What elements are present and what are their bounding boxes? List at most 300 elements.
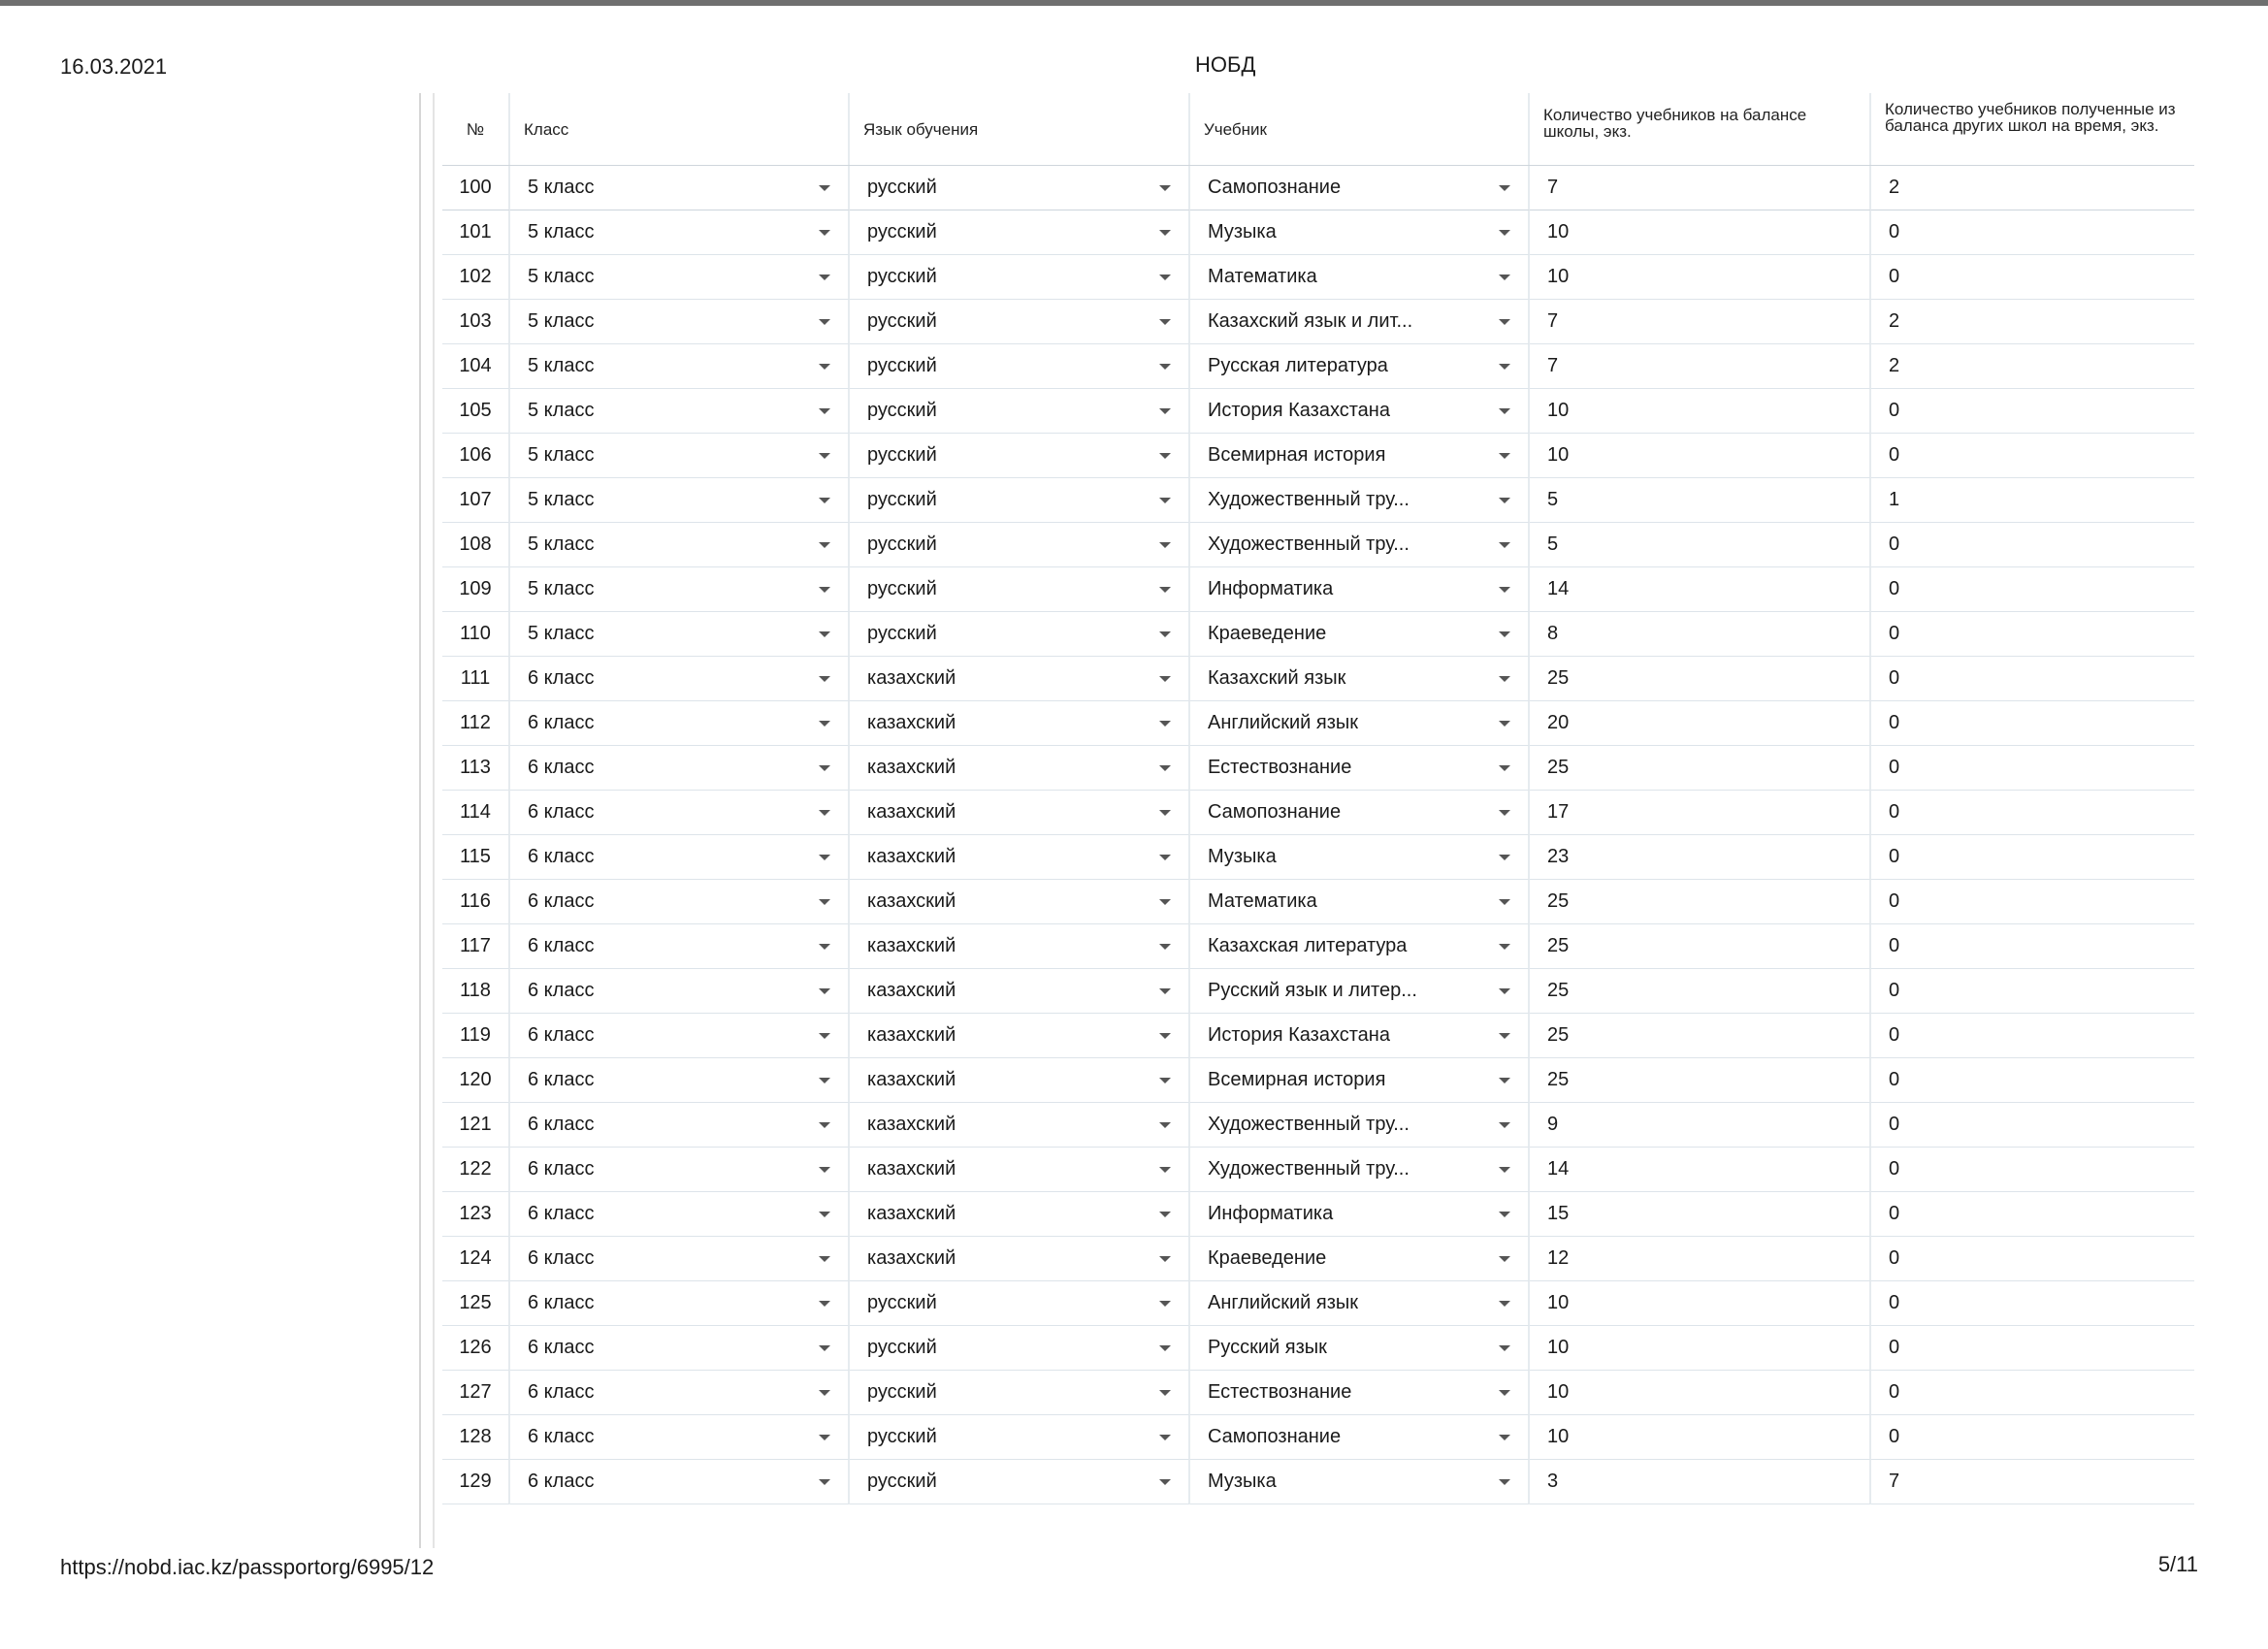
textbook-select[interactable] bbox=[1190, 969, 1530, 1014]
other-schools-count-field[interactable] bbox=[1871, 791, 2194, 835]
class-select[interactable] bbox=[510, 1460, 850, 1504]
textbook-select[interactable] bbox=[1190, 880, 1530, 924]
textbook-select-text: Математика bbox=[1208, 266, 1317, 287]
chevron-down-icon[interactable] bbox=[819, 185, 830, 191]
chevron-down-icon[interactable] bbox=[819, 1033, 830, 1039]
balance-count-field[interactable] bbox=[1530, 612, 1871, 657]
textbook-select[interactable] bbox=[1190, 567, 1530, 612]
class-select[interactable] bbox=[510, 389, 850, 434]
balance-count-field[interactable] bbox=[1530, 210, 1871, 255]
textbook-select-text: Математика bbox=[1208, 890, 1317, 912]
language-select[interactable] bbox=[850, 1371, 1190, 1415]
language-select[interactable] bbox=[850, 523, 1190, 567]
chevron-down-icon[interactable] bbox=[819, 855, 830, 860]
textbook-select[interactable] bbox=[1190, 612, 1530, 657]
table-row bbox=[442, 166, 2194, 210]
table-row bbox=[442, 746, 2194, 791]
chevron-down-icon[interactable] bbox=[1499, 1167, 1510, 1173]
chevron-down-icon[interactable] bbox=[819, 1078, 830, 1083]
textbook-select[interactable] bbox=[1190, 1237, 1530, 1281]
language-select[interactable] bbox=[850, 389, 1190, 434]
other-schools-count-field[interactable] bbox=[1871, 657, 2194, 701]
balance-count-field[interactable] bbox=[1530, 523, 1871, 567]
balance-count-field[interactable] bbox=[1530, 1281, 1871, 1326]
balance-count-field[interactable] bbox=[1530, 434, 1871, 478]
chevron-down-icon[interactable] bbox=[1159, 1301, 1171, 1307]
language-select-text: русский bbox=[867, 221, 937, 242]
chevron-down-icon[interactable] bbox=[1159, 1479, 1171, 1485]
balance-count-field[interactable] bbox=[1530, 1192, 1871, 1237]
chevron-down-icon[interactable] bbox=[1499, 988, 1510, 994]
class-select[interactable] bbox=[510, 434, 850, 478]
balance-count-field[interactable] bbox=[1530, 1415, 1871, 1460]
chevron-down-icon[interactable] bbox=[1159, 899, 1171, 905]
textbook-select[interactable] bbox=[1190, 1460, 1530, 1504]
other-schools-count-field[interactable] bbox=[1871, 1460, 2194, 1504]
chevron-down-icon[interactable] bbox=[819, 453, 830, 459]
language-select[interactable] bbox=[850, 434, 1190, 478]
balance-count-field[interactable] bbox=[1530, 389, 1871, 434]
balance-count-field[interactable] bbox=[1530, 1103, 1871, 1148]
chevron-down-icon[interactable] bbox=[819, 944, 830, 950]
language-select[interactable] bbox=[850, 1058, 1190, 1103]
chevron-down-icon[interactable] bbox=[1159, 453, 1171, 459]
class-select-text: 6 класс bbox=[528, 712, 595, 733]
chevron-down-icon[interactable] bbox=[1499, 810, 1510, 816]
balance-count-field-text: 25 bbox=[1547, 1024, 1570, 1046]
chevron-down-icon[interactable] bbox=[1499, 230, 1510, 236]
balance-count-field[interactable] bbox=[1530, 1326, 1871, 1371]
table-row bbox=[442, 1014, 2194, 1058]
textbook-select[interactable] bbox=[1190, 1014, 1530, 1058]
textbook-select[interactable] bbox=[1190, 300, 1530, 344]
chevron-down-icon[interactable] bbox=[1499, 1479, 1510, 1485]
other-schools-count-field[interactable] bbox=[1871, 300, 2194, 344]
class-select[interactable] bbox=[510, 255, 850, 300]
chevron-down-icon[interactable] bbox=[819, 1345, 830, 1351]
language-select[interactable] bbox=[850, 612, 1190, 657]
balance-count-field[interactable] bbox=[1530, 657, 1871, 701]
chevron-down-icon[interactable] bbox=[1159, 721, 1171, 727]
textbook-select-text: Художественный тру... bbox=[1208, 534, 1409, 555]
row-number bbox=[442, 1058, 510, 1103]
chevron-down-icon[interactable] bbox=[1159, 1345, 1171, 1351]
balance-count-field-text: 25 bbox=[1547, 1069, 1570, 1090]
textbook-select[interactable] bbox=[1190, 1371, 1530, 1415]
chevron-down-icon[interactable] bbox=[819, 1301, 830, 1307]
chevron-down-icon[interactable] bbox=[819, 1435, 830, 1440]
language-select[interactable] bbox=[850, 701, 1190, 746]
class-select[interactable] bbox=[510, 969, 850, 1014]
chevron-down-icon[interactable] bbox=[819, 542, 830, 548]
other-schools-count-field[interactable] bbox=[1871, 880, 2194, 924]
other-schools-count-field[interactable] bbox=[1871, 1014, 2194, 1058]
row-number bbox=[442, 567, 510, 612]
language-select[interactable] bbox=[850, 1460, 1190, 1504]
chevron-down-icon[interactable] bbox=[1499, 1390, 1510, 1396]
chevron-down-icon[interactable] bbox=[1159, 498, 1171, 503]
balance-count-field-text: 7 bbox=[1547, 177, 1559, 198]
class-select[interactable] bbox=[510, 657, 850, 701]
chevron-down-icon[interactable] bbox=[1499, 631, 1510, 637]
other-schools-count-field[interactable] bbox=[1871, 1281, 2194, 1326]
textbook-select-text: Русская литература bbox=[1208, 355, 1388, 376]
textbook-select[interactable] bbox=[1190, 523, 1530, 567]
balance-count-field-text: 8 bbox=[1547, 623, 1559, 644]
chevron-down-icon[interactable] bbox=[819, 587, 830, 593]
other-schools-count-field[interactable] bbox=[1871, 567, 2194, 612]
chevron-down-icon[interactable] bbox=[1159, 364, 1171, 370]
other-schools-count-field[interactable] bbox=[1871, 1371, 2194, 1415]
other-schools-count-field-text: 0 bbox=[1889, 846, 1900, 867]
chevron-down-icon[interactable] bbox=[1159, 676, 1171, 682]
chevron-down-icon[interactable] bbox=[1499, 1078, 1510, 1083]
balance-count-field[interactable] bbox=[1530, 969, 1871, 1014]
chevron-down-icon[interactable] bbox=[1159, 631, 1171, 637]
class-select[interactable] bbox=[510, 1192, 850, 1237]
page-title: НОБД bbox=[1195, 52, 1256, 77]
language-select-text: русский bbox=[867, 489, 937, 510]
balance-count-field-text: 10 bbox=[1547, 1292, 1570, 1313]
textbook-select[interactable] bbox=[1190, 1281, 1530, 1326]
balance-count-field[interactable] bbox=[1530, 1058, 1871, 1103]
class-select[interactable] bbox=[510, 1371, 850, 1415]
language-select[interactable] bbox=[850, 210, 1190, 255]
balance-count-field[interactable] bbox=[1530, 1371, 1871, 1415]
chevron-down-icon[interactable] bbox=[1499, 587, 1510, 593]
row-number-text: 111 bbox=[460, 667, 491, 689]
language-select[interactable] bbox=[850, 1237, 1190, 1281]
chevron-down-icon[interactable] bbox=[1499, 319, 1510, 325]
language-select[interactable] bbox=[850, 478, 1190, 523]
textbook-select[interactable] bbox=[1190, 924, 1530, 969]
class-select[interactable] bbox=[510, 478, 850, 523]
class-select[interactable] bbox=[510, 1148, 850, 1192]
row-number-text: 115 bbox=[460, 846, 491, 867]
chevron-down-icon[interactable] bbox=[1159, 1390, 1171, 1396]
language-select[interactable] bbox=[850, 1148, 1190, 1192]
chevron-down-icon[interactable] bbox=[1499, 498, 1510, 503]
chevron-down-icon[interactable] bbox=[1159, 1078, 1171, 1083]
textbook-select-text: Музыка bbox=[1208, 846, 1277, 867]
textbook-select[interactable] bbox=[1190, 746, 1530, 791]
class-select[interactable] bbox=[510, 344, 850, 389]
class-select[interactable] bbox=[510, 300, 850, 344]
chevron-down-icon[interactable] bbox=[1159, 1435, 1171, 1440]
balance-count-field[interactable] bbox=[1530, 344, 1871, 389]
language-select[interactable] bbox=[850, 567, 1190, 612]
chevron-down-icon[interactable] bbox=[819, 408, 830, 414]
chevron-down-icon[interactable] bbox=[1159, 988, 1171, 994]
class-select[interactable] bbox=[510, 1103, 850, 1148]
class-select[interactable] bbox=[510, 1326, 850, 1371]
class-select[interactable] bbox=[510, 924, 850, 969]
textbook-select[interactable] bbox=[1190, 701, 1530, 746]
chevron-down-icon[interactable] bbox=[1499, 1345, 1510, 1351]
balance-count-field[interactable] bbox=[1530, 255, 1871, 300]
other-schools-count-field[interactable] bbox=[1871, 1192, 2194, 1237]
other-schools-count-field[interactable] bbox=[1871, 434, 2194, 478]
chevron-down-icon[interactable] bbox=[819, 1167, 830, 1173]
class-select[interactable] bbox=[510, 567, 850, 612]
balance-count-field[interactable] bbox=[1530, 478, 1871, 523]
balance-count-field-text: 9 bbox=[1547, 1114, 1559, 1135]
other-schools-count-field[interactable] bbox=[1871, 746, 2194, 791]
language-select[interactable] bbox=[850, 1192, 1190, 1237]
chevron-down-icon[interactable] bbox=[1499, 1435, 1510, 1440]
chevron-down-icon[interactable] bbox=[1159, 855, 1171, 860]
row-number-text: 128 bbox=[459, 1426, 492, 1447]
textbook-select-text: Самопознание bbox=[1208, 801, 1342, 823]
class-select[interactable] bbox=[510, 701, 850, 746]
chevron-down-icon[interactable] bbox=[819, 275, 830, 280]
balance-count-field[interactable] bbox=[1530, 1460, 1871, 1504]
chevron-down-icon[interactable] bbox=[1159, 1167, 1171, 1173]
class-select[interactable] bbox=[510, 166, 850, 210]
textbook-select[interactable] bbox=[1190, 1148, 1530, 1192]
chevron-down-icon[interactable] bbox=[1159, 1033, 1171, 1039]
class-select[interactable] bbox=[510, 880, 850, 924]
textbook-select[interactable] bbox=[1190, 434, 1530, 478]
textbook-select[interactable] bbox=[1190, 1326, 1530, 1371]
balance-count-field[interactable] bbox=[1530, 1014, 1871, 1058]
other-schools-count-field[interactable] bbox=[1871, 210, 2194, 255]
textbook-select[interactable] bbox=[1190, 344, 1530, 389]
chevron-down-icon[interactable] bbox=[1159, 408, 1171, 414]
other-schools-count-field-text: 1 bbox=[1889, 489, 1900, 510]
language-select[interactable] bbox=[850, 657, 1190, 701]
balance-count-field[interactable] bbox=[1530, 880, 1871, 924]
chevron-down-icon[interactable] bbox=[1159, 1122, 1171, 1128]
chevron-down-icon[interactable] bbox=[1499, 899, 1510, 905]
language-select[interactable] bbox=[850, 255, 1190, 300]
chevron-down-icon[interactable] bbox=[1159, 230, 1171, 236]
other-schools-count-field[interactable] bbox=[1871, 1415, 2194, 1460]
language-select[interactable] bbox=[850, 835, 1190, 880]
textbook-select[interactable] bbox=[1190, 1192, 1530, 1237]
chevron-down-icon[interactable] bbox=[819, 364, 830, 370]
textbook-select[interactable] bbox=[1190, 210, 1530, 255]
chevron-down-icon[interactable] bbox=[1499, 721, 1510, 727]
chevron-down-icon[interactable] bbox=[1499, 1212, 1510, 1217]
table-row bbox=[442, 657, 2194, 701]
chevron-down-icon[interactable] bbox=[819, 1390, 830, 1396]
balance-count-field[interactable] bbox=[1530, 166, 1871, 210]
chevron-down-icon[interactable] bbox=[1499, 408, 1510, 414]
language-select[interactable] bbox=[850, 300, 1190, 344]
row-number bbox=[442, 612, 510, 657]
other-schools-count-field[interactable] bbox=[1871, 1103, 2194, 1148]
class-select[interactable] bbox=[510, 210, 850, 255]
balance-count-field[interactable] bbox=[1530, 835, 1871, 880]
other-schools-count-field[interactable] bbox=[1871, 1148, 2194, 1192]
chevron-down-icon[interactable] bbox=[1159, 185, 1171, 191]
textbook-select-text: Всемирная история bbox=[1208, 1069, 1386, 1090]
balance-count-field[interactable] bbox=[1530, 567, 1871, 612]
chevron-down-icon[interactable] bbox=[819, 498, 830, 503]
other-schools-count-field[interactable] bbox=[1871, 523, 2194, 567]
other-schools-count-field[interactable] bbox=[1871, 835, 2194, 880]
chevron-down-icon[interactable] bbox=[819, 810, 830, 816]
other-schools-count-field[interactable] bbox=[1871, 969, 2194, 1014]
language-select[interactable] bbox=[850, 1014, 1190, 1058]
other-schools-count-field[interactable] bbox=[1871, 1237, 2194, 1281]
class-select[interactable] bbox=[510, 1237, 850, 1281]
class-select[interactable] bbox=[510, 1014, 850, 1058]
balance-count-field[interactable] bbox=[1530, 1237, 1871, 1281]
language-select-text: казахский bbox=[867, 846, 956, 867]
table-row bbox=[442, 1058, 2194, 1103]
language-select-text: казахский bbox=[867, 801, 956, 823]
language-select[interactable] bbox=[850, 880, 1190, 924]
balance-count-field[interactable] bbox=[1530, 701, 1871, 746]
chevron-down-icon[interactable] bbox=[1159, 1256, 1171, 1262]
chevron-down-icon[interactable] bbox=[1159, 1212, 1171, 1217]
class-select[interactable] bbox=[510, 1058, 850, 1103]
textbook-select-text: Естествознание bbox=[1208, 757, 1352, 778]
textbook-select[interactable] bbox=[1190, 1058, 1530, 1103]
chevron-down-icon[interactable] bbox=[1159, 275, 1171, 280]
chevron-down-icon[interactable] bbox=[1499, 1256, 1510, 1262]
balance-count-field[interactable] bbox=[1530, 746, 1871, 791]
language-select[interactable] bbox=[850, 1281, 1190, 1326]
chevron-down-icon[interactable] bbox=[819, 721, 830, 727]
row-number bbox=[442, 523, 510, 567]
textbook-select[interactable] bbox=[1190, 478, 1530, 523]
textbook-select[interactable] bbox=[1190, 657, 1530, 701]
chevron-down-icon[interactable] bbox=[1499, 542, 1510, 548]
chevron-down-icon[interactable] bbox=[1499, 185, 1510, 191]
other-schools-count-field[interactable] bbox=[1871, 701, 2194, 746]
textbook-select[interactable] bbox=[1190, 791, 1530, 835]
textbook-select-text: Краеведение bbox=[1208, 1247, 1327, 1269]
class-select[interactable] bbox=[510, 523, 850, 567]
chevron-down-icon[interactable] bbox=[1499, 453, 1510, 459]
textbook-select[interactable] bbox=[1190, 1103, 1530, 1148]
textbook-select[interactable] bbox=[1190, 166, 1530, 210]
chevron-down-icon[interactable] bbox=[1159, 542, 1171, 548]
language-select-text: казахский bbox=[867, 1247, 956, 1269]
row-number-text: 127 bbox=[459, 1381, 492, 1403]
chevron-down-icon[interactable] bbox=[1499, 275, 1510, 280]
chevron-down-icon[interactable] bbox=[1159, 319, 1171, 325]
textbook-select[interactable] bbox=[1190, 255, 1530, 300]
chevron-down-icon[interactable] bbox=[819, 319, 830, 325]
textbook-select[interactable] bbox=[1190, 835, 1530, 880]
chevron-down-icon[interactable] bbox=[819, 230, 830, 236]
table-header bbox=[442, 93, 2194, 166]
chevron-down-icon[interactable] bbox=[1159, 587, 1171, 593]
row-number bbox=[442, 1281, 510, 1326]
row-number-text: 103 bbox=[459, 310, 492, 332]
chevron-down-icon[interactable] bbox=[1499, 676, 1510, 682]
language-select-text: русский bbox=[867, 400, 937, 421]
chevron-down-icon[interactable] bbox=[819, 1256, 830, 1262]
language-select[interactable] bbox=[850, 969, 1190, 1014]
language-select[interactable] bbox=[850, 1326, 1190, 1371]
other-schools-count-field-text: 0 bbox=[1889, 1381, 1900, 1403]
textbook-select[interactable] bbox=[1190, 389, 1530, 434]
language-select-text: казахский bbox=[867, 757, 956, 778]
other-schools-count-field[interactable] bbox=[1871, 1326, 2194, 1371]
chevron-down-icon[interactable] bbox=[819, 765, 830, 771]
language-select-text: русский bbox=[867, 534, 937, 555]
table-row bbox=[442, 300, 2194, 344]
balance-count-field[interactable] bbox=[1530, 924, 1871, 969]
chevron-down-icon[interactable] bbox=[1159, 765, 1171, 771]
other-schools-count-field[interactable] bbox=[1871, 255, 2194, 300]
table-row bbox=[442, 924, 2194, 969]
other-schools-count-field[interactable] bbox=[1871, 389, 2194, 434]
language-select[interactable] bbox=[850, 166, 1190, 210]
class-select[interactable] bbox=[510, 612, 850, 657]
table-row bbox=[442, 969, 2194, 1014]
class-select[interactable] bbox=[510, 791, 850, 835]
chevron-down-icon[interactable] bbox=[819, 1479, 830, 1485]
other-schools-count-field[interactable] bbox=[1871, 478, 2194, 523]
chevron-down-icon[interactable] bbox=[819, 676, 830, 682]
other-schools-count-field[interactable] bbox=[1871, 1058, 2194, 1103]
row-number bbox=[442, 746, 510, 791]
chevron-down-icon[interactable] bbox=[1499, 855, 1510, 860]
class-select[interactable] bbox=[510, 1281, 850, 1326]
row-number-text: 114 bbox=[460, 801, 491, 823]
other-schools-count-field[interactable] bbox=[1871, 344, 2194, 389]
chevron-down-icon[interactable] bbox=[1499, 1033, 1510, 1039]
balance-count-field-text: 10 bbox=[1547, 266, 1570, 287]
chevron-down-icon[interactable] bbox=[1499, 364, 1510, 370]
language-select[interactable] bbox=[850, 1103, 1190, 1148]
class-select[interactable] bbox=[510, 835, 850, 880]
language-select[interactable] bbox=[850, 746, 1190, 791]
class-select-text: 6 класс bbox=[528, 801, 595, 823]
class-select[interactable] bbox=[510, 746, 850, 791]
language-select[interactable] bbox=[850, 344, 1190, 389]
row-number bbox=[442, 1326, 510, 1371]
chevron-down-icon[interactable] bbox=[819, 1122, 830, 1128]
chevron-down-icon[interactable] bbox=[1499, 765, 1510, 771]
textbook-select-text: Английский язык bbox=[1208, 712, 1359, 733]
row-number-text: 122 bbox=[459, 1158, 492, 1180]
chevron-down-icon[interactable] bbox=[819, 631, 830, 637]
chevron-down-icon[interactable] bbox=[1159, 944, 1171, 950]
language-select[interactable] bbox=[850, 924, 1190, 969]
row-number bbox=[442, 1415, 510, 1460]
other-schools-count-field[interactable] bbox=[1871, 924, 2194, 969]
other-schools-count-field[interactable] bbox=[1871, 612, 2194, 657]
other-schools-count-field[interactable] bbox=[1871, 166, 2194, 210]
balance-count-field[interactable] bbox=[1530, 1148, 1871, 1192]
chevron-down-icon[interactable] bbox=[819, 988, 830, 994]
language-select[interactable] bbox=[850, 791, 1190, 835]
class-select[interactable] bbox=[510, 1415, 850, 1460]
row-number-text: 121 bbox=[459, 1114, 492, 1135]
balance-count-field[interactable] bbox=[1530, 300, 1871, 344]
language-select[interactable] bbox=[850, 1415, 1190, 1460]
chevron-down-icon[interactable] bbox=[819, 899, 830, 905]
balance-count-field[interactable] bbox=[1530, 791, 1871, 835]
chevron-down-icon[interactable] bbox=[1159, 810, 1171, 816]
other-schools-count-field-text: 7 bbox=[1889, 1471, 1900, 1492]
row-number bbox=[442, 657, 510, 701]
chevron-down-icon[interactable] bbox=[819, 1212, 830, 1217]
language-select-text: русский bbox=[867, 1426, 937, 1447]
textbook-select[interactable] bbox=[1190, 1415, 1530, 1460]
chevron-down-icon[interactable] bbox=[1499, 944, 1510, 950]
chevron-down-icon[interactable] bbox=[1499, 1122, 1510, 1128]
textbook-select-text: Русский язык и литер... bbox=[1208, 980, 1417, 1001]
chevron-down-icon[interactable] bbox=[1499, 1301, 1510, 1307]
